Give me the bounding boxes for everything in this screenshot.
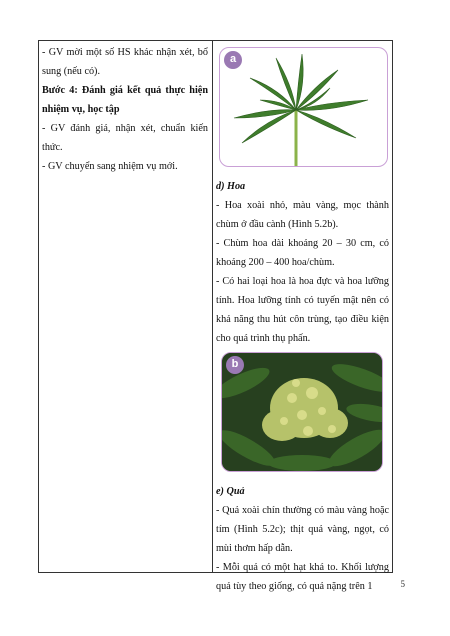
figure-b-mango-flowers: [221, 352, 383, 472]
mango-flowers-illustration: [222, 353, 382, 471]
mango-leaves-illustration: [220, 48, 387, 166]
section-d-heading: d) Hoa: [216, 181, 246, 192]
left-line-3: - GV đánh giá, nhận xét, chuẩn kiến thức.: [42, 123, 208, 153]
figure-a-badge: a: [224, 51, 242, 69]
left-line-4: - GV chuyển sang nhiệm vụ mới.: [42, 161, 178, 172]
section-d-line-3: - Có hai loại hoa là hoa đực và hoa lưỡng tính. Hoa lưỡng tính có tuyến mật nên có khả năng thu hút côn trùng, tạo điều kiện cho quá trình thụ phấn.: [216, 276, 389, 344]
left-line-1: - GV mời một số HS khác nhận xét, bổ sung (nếu có).: [42, 47, 208, 77]
figure-b-badge: b: [226, 356, 244, 374]
left-column: [42, 43, 208, 176]
step-4-heading: Bước 4: Đánh giá kết quả thực hiện nhiệm vụ, học tập: [42, 85, 208, 115]
right-column: [216, 41, 389, 596]
column-divider: [212, 41, 213, 572]
section-e-heading: e) Quả: [216, 486, 245, 497]
content-table: [38, 40, 393, 592]
section-d-line-1: - Hoa xoài nhỏ, màu vàng, mọc thành chùm ở đầu cành (Hình 5.2b).: [216, 200, 389, 230]
page-number: 5: [400, 579, 405, 589]
figure-a-mango-leaves: [219, 47, 388, 167]
section-e-line-2: - Mỗi quả có một hạt khá to. Khối lượng quả tùy theo giống, có quả nặng trên 1: [216, 562, 389, 592]
section-e-line-1: - Quả xoài chín thường có màu vàng hoặc tím (Hình 5.2c); thịt quả vàng, ngọt, có mùi thơm hấp dẫn.: [216, 505, 389, 554]
section-d-line-2: - Chùm hoa dài khoảng 20 – 30 cm, có khoảng 200 – 400 hoa/chùm.: [216, 238, 389, 268]
